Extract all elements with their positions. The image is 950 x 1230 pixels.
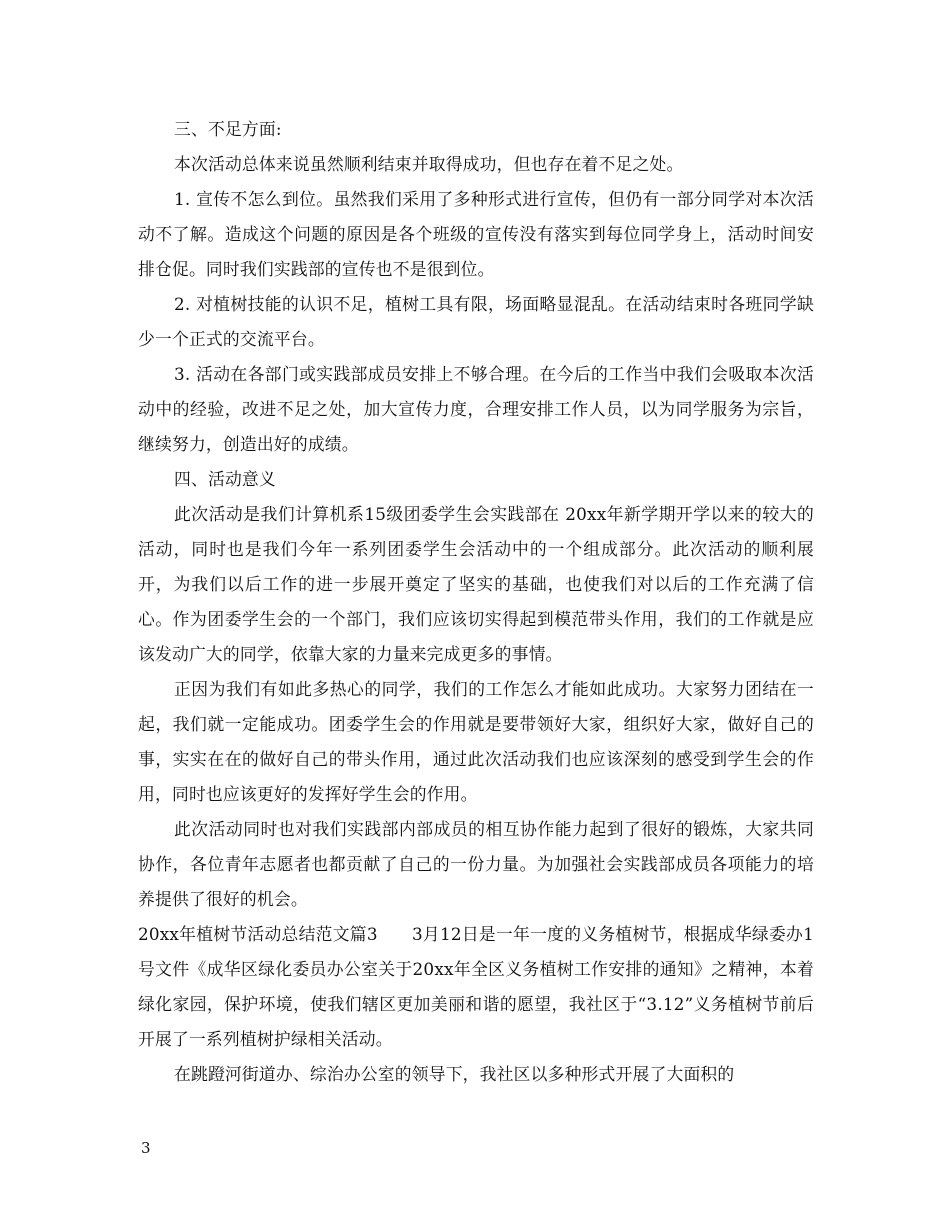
paragraph: 在跳蹬河街道办、综治办公室的领导下，我社区以多种形式开展了大面积的	[174, 1064, 735, 1084]
paragraph: 1. 宣传不怎么到位。虽然我们采用了多种形式进行宣传，但仍有一部分同学对本次活动不了解。造成这个问题的原因是各个班级的宣传没有落实到每位同学身上，活动时间安排仓促。同时我们实践部的宣传也不是很到位。	[138, 189, 814, 279]
article-heading-paragraph: 20xx年植树节活动总结范文篇3 3月12日是一年一度的义务植树节，根据成华绿委办1号文件《成华区绿化委员办公室关于20xx年全区义务植树工作安排的通知》之精神，本着绿化家园，保护环境，使我们辖区更加美丽和谐的愿望，我社区于“3.12”义务植树节前后开展了一系列植树护绿相关活动。	[138, 924, 814, 1049]
section-heading-shortcomings: 三、不足方面:	[174, 119, 282, 139]
paragraph: 正因为我们有如此多热心的同学，我们的工作怎么才能如此成功。大家努力团结在一起，我们就一定能成功。团委学生会的作用就是要带领好大家，组织好大家，做好自己的事，实实在在的做好自己的带头作用，通过此次活动我们也应该深刻的感受到学生会的作用，同时也应该更好的发挥好学生会的作用。	[138, 679, 814, 804]
paragraph: 3. 活动在各部门或实践部成员安排上不够合理。在今后的工作当中我们会吸取本次活动中的经验，改进不足之处，加大宣传力度，合理安排工作人员，以为同学服务为宗旨，继续努力，创造出好的成绩。	[138, 364, 814, 454]
section-heading-significance: 四、活动意义	[174, 469, 276, 489]
paragraph: 此次活动同时也对我们实践部内部成员的相互协作能力起到了很好的锻炼，大家共同协作，各位青年志愿者也都贡献了自己的一份力量。为加强社会实践部成员各项能力的培养提供了很好的机会。	[138, 819, 814, 909]
page-number: 3	[141, 1139, 151, 1157]
document-body	[138, 112, 814, 1092]
paragraph: 此次活动是我们计算机系15级团委学生会实践部在 20xx年新学期开学以来的较大的活动，同时也是我们今年一系列团委学生会活动中的一个组成部分。此次活动的顺利展开，为我们以后工作的进一步展开奠定了坚实的基础，也使我们对以后的工作充满了信心。作为团委学生会的一个部门，我们应该切实得起到模范带头作用，我们的工作就是应该发动广大的同学，依靠大家的力量来完成更多的事情。	[138, 504, 814, 664]
paragraph: 本次活动总体来说虽然顺利结束并取得成功，但也存在着不足之处。	[174, 154, 684, 174]
paragraph: 2. 对植树技能的认识不足，植树工具有限，场面略显混乱。在活动结束时各班同学缺少一个正式的交流平台。	[138, 294, 814, 349]
